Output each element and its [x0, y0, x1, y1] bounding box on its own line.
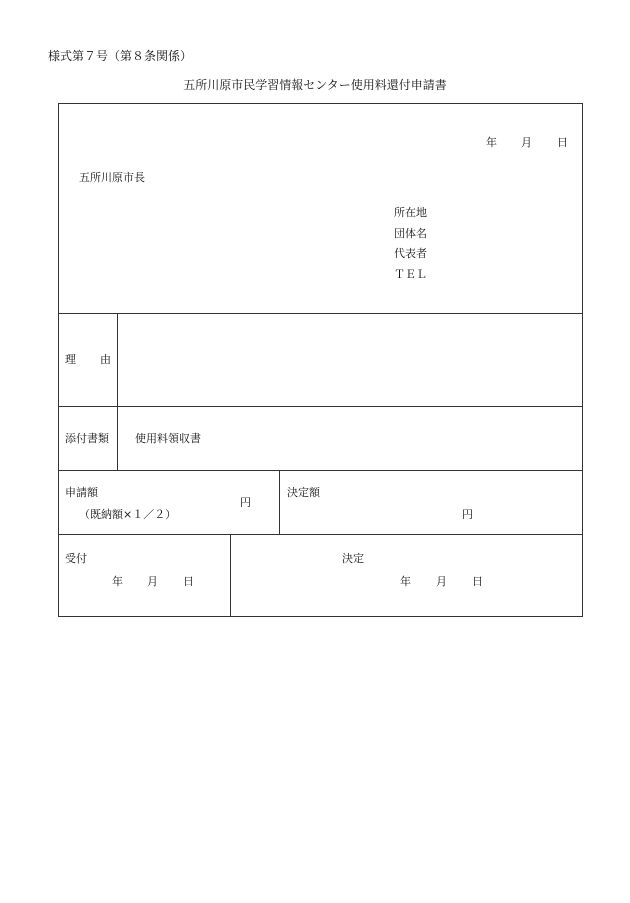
- requested-amount-unit: 円: [240, 496, 251, 509]
- reason-label-second: 由: [100, 353, 111, 366]
- received-date-day: 日: [183, 575, 194, 588]
- reason-label-first: 理: [65, 353, 76, 366]
- representative-label: 代表者: [394, 247, 427, 260]
- received-label: 受付: [65, 552, 87, 565]
- date-year: 年: [486, 136, 497, 149]
- table-divider-2: [58, 406, 583, 407]
- requested-amount-note: （既納額×１／２）: [79, 508, 177, 521]
- organization-label: 団体名: [394, 227, 427, 240]
- attachments-value: 使用料領収書: [135, 432, 201, 445]
- decided-amount-label: 決定額: [287, 486, 320, 499]
- decided-amount-unit: 円: [462, 508, 473, 521]
- table-divider-1: [58, 313, 583, 314]
- received-date-year: 年: [112, 575, 123, 588]
- date-day: 日: [557, 136, 568, 149]
- attachments-label: 添付書類: [65, 432, 109, 445]
- decision-label: 決定: [342, 552, 364, 565]
- decision-date-day: 日: [472, 575, 483, 588]
- table-border-bottom: [58, 616, 583, 617]
- decision-date-month: 月: [436, 575, 447, 588]
- table-divider-4: [58, 534, 583, 535]
- document-title: 五所川原市民学習情報センター使用料還付申請書: [183, 78, 447, 92]
- address-label: 所在地: [394, 206, 427, 219]
- tel-label: ＴＥＬ: [394, 268, 427, 281]
- table-border-left: [58, 103, 59, 617]
- form-number-label: 様式第７号（第８条関係）: [48, 49, 193, 63]
- received-date-month: 月: [147, 575, 158, 588]
- table-border-top: [58, 103, 583, 104]
- date-month: 月: [521, 136, 532, 149]
- requested-amount-label: 申請額: [65, 486, 98, 499]
- table-border-right: [582, 103, 583, 617]
- amount-column-divider: [279, 470, 280, 535]
- recipient-name: 五所川原市長: [79, 171, 145, 184]
- label-column-divider: [117, 313, 118, 471]
- processing-column-divider: [230, 534, 231, 617]
- decision-date-year: 年: [400, 575, 411, 588]
- table-divider-3: [58, 470, 583, 471]
